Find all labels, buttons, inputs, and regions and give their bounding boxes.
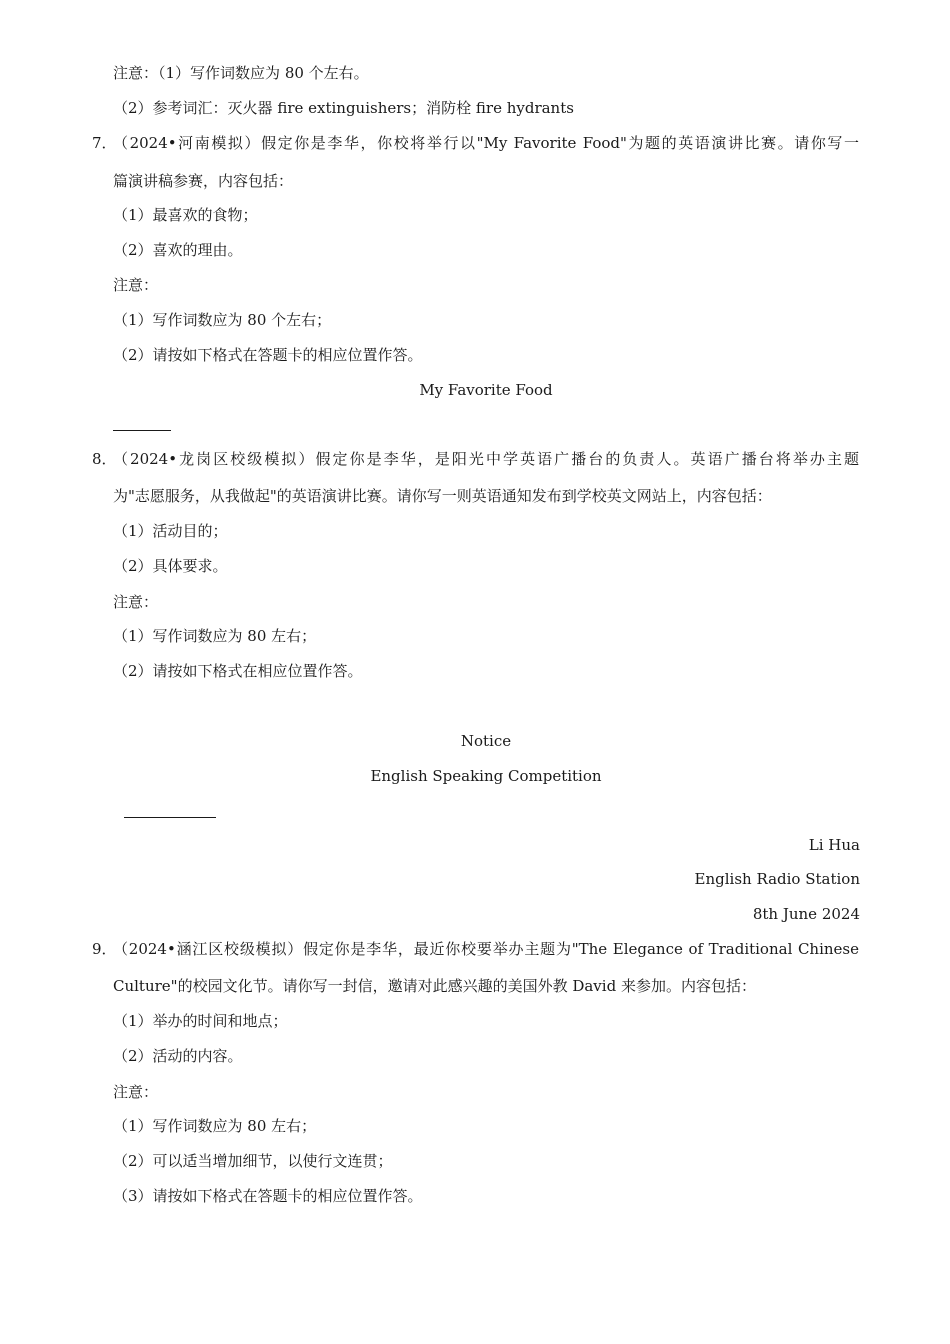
q8-note-2: （2）请按如下格式在相应位置作答。 — [113, 662, 363, 680]
q9-point-2: （2）活动的内容。 — [113, 1047, 243, 1065]
q7-format-title: My Favorite Food — [419, 381, 553, 399]
q7-prompt-line1: （2024•河南模拟）假定你是李华，你校将举行以"My Favorite Food"为题的英语演讲比赛。请你写一 — [113, 134, 859, 152]
q9-note-label: 注意： — [113, 1083, 159, 1101]
q7-point-2: （2）喜欢的理由。 — [113, 241, 243, 259]
q7-prompt-line2: 篇演讲稿参赛，内容包括： — [113, 172, 294, 190]
q9-number: 9． — [92, 940, 117, 958]
q6-note-line: 注意：（1）写作词数应为 80 个左右。 — [113, 64, 369, 82]
q9-note-3: （3）请按如下格式在答题卡的相应位置作答。 — [113, 1187, 423, 1205]
q7-number: 7． — [92, 134, 117, 152]
q9-note-1: （1）写作词数应为 80 左右； — [113, 1117, 317, 1135]
q8-format-title: Notice — [460, 732, 512, 750]
q9-prompt-line2: Culture"的校园文化节。请你写一封信，邀请对此感兴趣的美国外教 David 来参加。内容包括： — [113, 977, 756, 995]
q9-note-2: （2）可以适当增加细节，以使行文连贯； — [113, 1152, 393, 1170]
q9-point-1: （1）举办的时间和地点； — [113, 1012, 288, 1030]
q8-note-1: （1）写作词数应为 80 左右； — [113, 627, 317, 645]
q7-note-1: （1）写作词数应为 80 个左右； — [113, 311, 332, 329]
q6-vocab-line: （2）参考词汇：灭火器 fire extinguishers；消防栓 fire hydrants — [113, 99, 574, 117]
q9-prompt-line1: （2024•涵江区校级模拟）假定你是李华，最近你校要举办主题为"The Elegance of Traditional Chinese — [113, 940, 859, 958]
q7-answer-blank — [113, 430, 171, 431]
q8-signature-org: English Radio Station — [694, 870, 860, 888]
q8-prompt-line2: 为"志愿服务，从我做起"的英语演讲比赛。请你写一则英语通知发布到学校英文网站上，内容包括： — [113, 487, 772, 505]
q8-answer-blank — [124, 817, 216, 818]
q8-number: 8． — [92, 450, 117, 468]
q7-note-2: （2）请按如下格式在答题卡的相应位置作答。 — [113, 346, 423, 364]
q8-point-2: （2）具体要求。 — [113, 557, 228, 575]
q7-point-1: （1）最喜欢的食物； — [113, 206, 258, 224]
q8-note-label: 注意： — [113, 593, 159, 611]
q8-signature-name: Li Hua — [808, 836, 860, 854]
q7-note-label: 注意： — [113, 276, 159, 294]
q8-prompt-line1: （2024•龙岗区校级模拟）假定你是李华，是阳光中学英语广播台的负责人。英语广播台将举办主题 — [113, 450, 859, 468]
q8-format-subtitle: English Speaking Competition — [370, 767, 602, 785]
q8-signature-date: 8th June 2024 — [752, 905, 860, 923]
q8-point-1: （1）活动目的； — [113, 522, 228, 540]
